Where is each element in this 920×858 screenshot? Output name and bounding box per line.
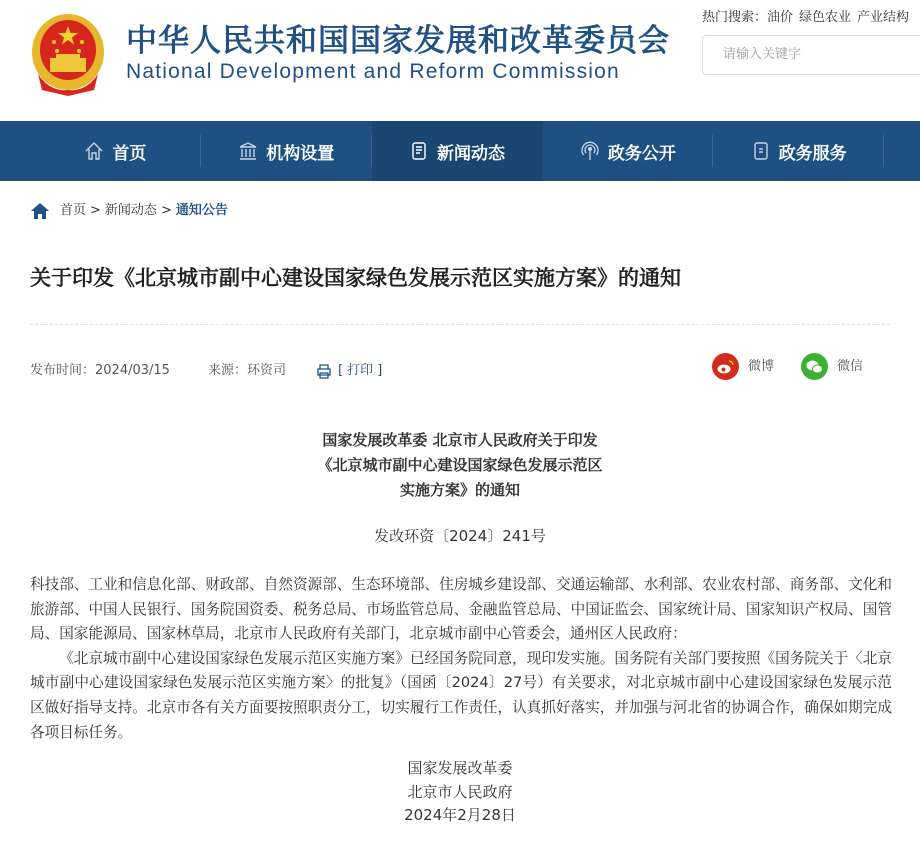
nav-item-home[interactable]	[0, 121, 201, 181]
document-title-line: 实施方案》的通知	[399, 481, 520, 499]
site-header	[0, 0, 920, 121]
hot-search-link[interactable]: 产业结构	[857, 10, 910, 25]
share-weibo-label[interactable]: 微博	[748, 358, 775, 374]
national-emblem-logo[interactable]	[30, 12, 106, 96]
publish-time: 发布时间：2024/03/15	[30, 363, 170, 378]
main-nav	[0, 121, 920, 181]
breadcrumb: 首页 > 新闻动态 > 通知公告	[30, 202, 228, 220]
breadcrumb-current[interactable]: 通知公告	[175, 203, 228, 218]
service-icon	[751, 141, 771, 161]
broadcast-icon	[580, 141, 600, 161]
home-icon	[84, 141, 104, 161]
body-paragraph: 科技部、工业和信息化部、财政部、自然资源部、生态环境部、住房城乡建设部、交通运输部、水利部、农业农村部、商务部、文化和旅游部、中国人民银行、国务院国资委、税务总局、市场监管总局、金融监管总局、中国证监会、国家统计局、国家知识产权局、国管局、国家能源局、国家林草局，北京市人民政府有关部门，北京城市副中心管委会，通州区人民政府：	[30, 576, 892, 643]
breadcrumb-link-home[interactable]: 首页	[60, 203, 87, 218]
nav-label: 政务公开	[607, 143, 676, 164]
home-icon[interactable]	[30, 202, 50, 220]
divider	[30, 324, 890, 325]
share-bar	[712, 353, 863, 380]
news-icon	[409, 141, 429, 161]
printer-icon	[316, 363, 332, 379]
article-meta	[30, 362, 382, 380]
nav-item-services[interactable]	[713, 121, 884, 181]
wechat-icon[interactable]	[801, 353, 828, 380]
document-title	[0, 428, 920, 503]
article-content	[0, 428, 920, 828]
nav-label: 机构设置	[266, 143, 335, 164]
document-number: 发改环资〔2024〕241号	[374, 527, 546, 545]
nav-item-organization[interactable]	[201, 121, 372, 181]
hot-search-label: 热门搜索：	[702, 10, 768, 25]
breadcrumb-link-news[interactable]: 新闻动态	[104, 203, 157, 218]
nav-item-more[interactable]	[884, 121, 920, 181]
site-title-en: National Development and Reform Commission	[126, 60, 620, 83]
share-wechat-label[interactable]: 微信	[837, 358, 864, 374]
signature-date: 2024年2月28日	[404, 806, 516, 825]
article-title: 关于印发《北京城市副中心建设国家绿色发展示范区实施方案》的通知	[30, 266, 681, 290]
signature-block	[0, 757, 920, 828]
weibo-icon[interactable]	[712, 353, 739, 380]
article-source: 来源：环资司	[207, 363, 286, 378]
nav-item-news[interactable]	[372, 121, 543, 181]
hot-search-link[interactable]: 绿色农业	[799, 10, 852, 25]
print-label: [ 打印 ]	[337, 363, 383, 378]
nav-label: 新闻动态	[437, 143, 506, 164]
nav-item-government-affairs[interactable]	[542, 121, 713, 181]
print-button[interactable]	[316, 362, 382, 380]
signature-line: 国家发展改革委	[407, 759, 513, 778]
site-title-cn: 中华人民共和国国家发展和改革委员会	[126, 23, 670, 59]
body-paragraph: 《北京城市副中心建设国家绿色发展示范区实施方案》已经国务院同意，现印发实施。国务院有关部门要按照《国务院关于〈北京城市副中心建设国家绿色发展示范区实施方案〉的批复》（国函〔2024〕27号）有关要求，对北京城市副中心建设国家绿色发展示范区做好指导支持。北京市各有关方面要按照职责分工，切实履行工作责任，认真抓好落实，并加强与河北省的协调合作，确保如期完成各项目标任务。	[30, 649, 892, 741]
article-body	[30, 573, 892, 745]
nav-label: 首页	[112, 143, 147, 164]
document-title-line: 《北京城市副中心建设国家绿色发展示范区	[317, 456, 603, 474]
search-input[interactable]: 请输入关键字	[702, 35, 920, 75]
hot-search	[702, 10, 920, 26]
nav-label: 政务服务	[778, 143, 847, 164]
document-title-line: 国家发展改革委 北京市人民政府关于印发	[322, 431, 598, 449]
signature-line: 北京市人民政府	[407, 782, 513, 801]
hot-search-link[interactable]: 油价	[767, 10, 794, 25]
building-icon	[238, 141, 258, 161]
